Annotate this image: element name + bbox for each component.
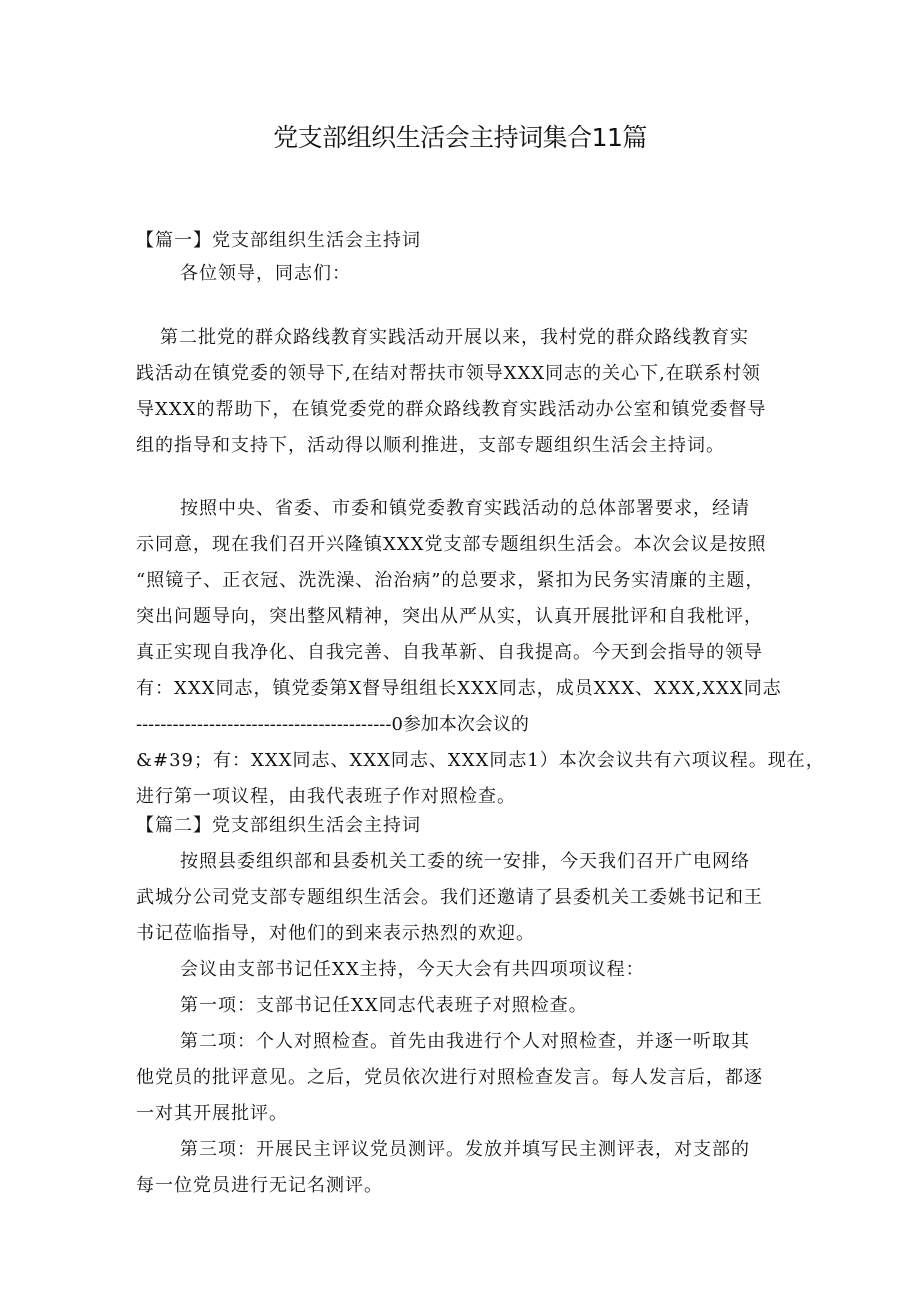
document-title: 党支部组织生活会主持词集合11篇: [273, 123, 647, 152]
paragraph-line: ------------------------------------------0参加本次会议的: [136, 714, 529, 735]
section-heading-2: 【篇二】党支部组织生活会主持词: [136, 815, 421, 836]
paragraph-line: 突出问题导向，突出整风精神，突出从严从实，认真开展批评和自我枇评，: [136, 606, 763, 627]
paragraph-line: “照镜子、正衣冠、洗洗澡、治治病”的总要求，紧扣为民务实清廉的主题，: [136, 570, 765, 591]
paragraph-line: 按照县委组织部和县委机关工委的统一安排，今天我们召开广电网络: [180, 851, 750, 872]
paragraph-line: 每一位党员进行无记名测评。: [136, 1175, 383, 1196]
paragraph-line: 导XXX的帮助下，在镇党委党的群众路线教育实践活动办公室和镇党委督导: [136, 399, 767, 420]
paragraph-line: 进行第一项议程，由我代表班子作对照检查。: [136, 786, 516, 807]
section-heading-1: 【篇一】党支部组织生活会主持词: [136, 230, 421, 251]
paragraph-line: 书记莅临指导，对他们的到来表示热烈的欢迎。: [136, 923, 535, 944]
paragraph-line: &#39；有：XXX同志、XXX同志、XXX同志1）本次会议共有六项议程。现在，: [136, 750, 825, 771]
paragraph-line: 一对其开展批评。: [136, 1103, 288, 1124]
paragraph-line: 有：XXX同志，镇党委第X督导组组长XXX同志，成员XXX、XXX,XXX同志: [136, 678, 782, 699]
paragraph-line: 第一项：支部书记任XX同志代表班子对照检查。: [180, 995, 588, 1016]
paragraph-line: 践活动在镇党委的领导下,在结对帮扶市领导XXX同志的关心下,在联系村领: [136, 363, 761, 384]
paragraph-line: 按照中央、省委、市委和镇党委教育实践活动的总体部署要求，经请: [180, 498, 750, 519]
paragraph-line: 第三项：开展民主评议党员测评。发放并填写民主测评表，对支部的: [180, 1139, 750, 1160]
paragraph-line: 第二批党的群众路线教育实践活动开展以来，我村党的群众路线教育实: [160, 327, 749, 348]
paragraph-line: 第二项：个人对照检查。首先由我进行个人对照检查，并逐一听取其: [180, 1031, 750, 1052]
paragraph-line: 武城分公司党支部专题组织生活会。我们还邀请了县委机关工委姚书记和王: [136, 887, 763, 908]
paragraph-line: 他党员的批评意见。之后，党员依次进行对照检查发言。每人发言后，都逐: [136, 1067, 763, 1088]
salutation: 各位领导，同志们：: [180, 263, 351, 284]
paragraph-line: 组的指导和支持下，活动得以顺利推进，支部专题组织生活会主持词。: [136, 435, 725, 456]
paragraph-line: 真正实现自我净化、自我完善、自我革新、自我提高。今天到会指导的领导: [136, 642, 763, 663]
paragraph-line: 示同意，现在我们召开兴隆镇XXX党支部专题组织生活会。本次会议是按照: [136, 534, 767, 555]
paragraph-line: 会议由支部书记任XX主持，今天大会有共四项项议程：: [180, 959, 645, 980]
